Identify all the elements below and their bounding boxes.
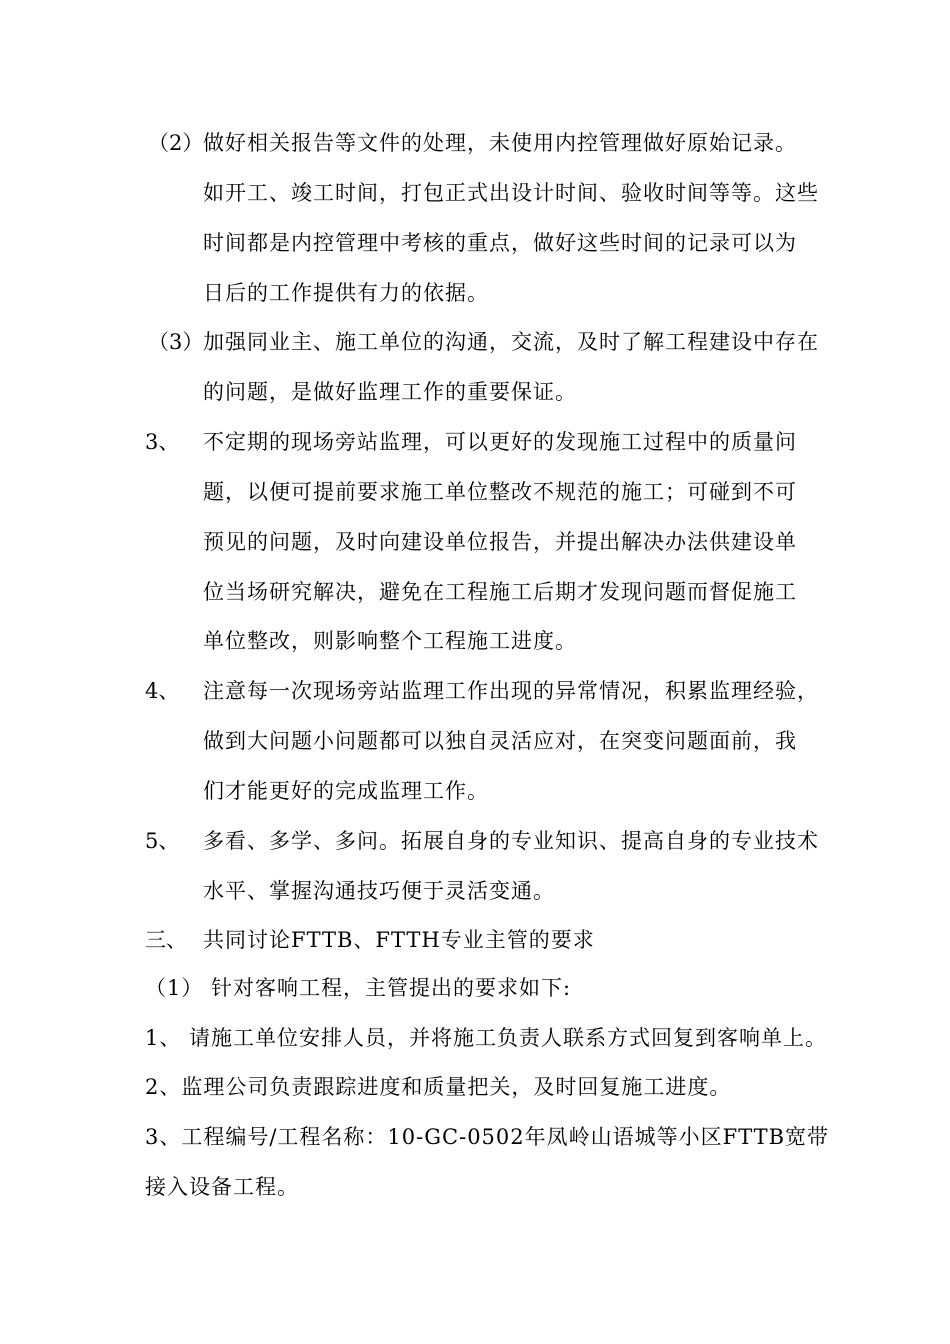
paragraph-line: 做到大问题小问题都可以独自灵活应对，在突变问题面前，我 <box>203 729 797 753</box>
paragraph-line: 做好相关报告等文件的处理，未使用内控管理做好原始记录。 <box>203 131 797 155</box>
requirement-line: 接入设备工程。 <box>145 1175 299 1199</box>
paragraph-line: 预见的问题，及时向建设单位报告，并提出解决办法供建设单 <box>203 530 797 554</box>
item-marker-3-dun: 3、 <box>145 430 180 454</box>
paragraph-line: 多看、多学、多问。拓展自身的专业知识、提高自身的专业技术 <box>203 829 819 853</box>
paragraph-line: 日后的工作提供有力的依据。 <box>203 281 489 305</box>
requirement-line: 1、 请施工单位安排人员，并将施工负责人联系方式回复到客响单上。 <box>145 1026 828 1050</box>
paragraph-line: 单位整改，则影响整个工程施工进度。 <box>203 629 577 653</box>
paragraph-line: 加强同业主、施工单位的沟通，交流，及时了解工程建设中存在 <box>203 330 819 354</box>
paragraph-line: 如开工、竣工时间，打包正式出设计时间、验收时间等等。这些 <box>203 181 819 205</box>
paragraph-line: 题，以便可提前要求施工单位整改不规范的施工；可碰到不可 <box>203 480 797 504</box>
paragraph-line: 时间都是内控管理中考核的重点，做好这些时间的记录可以为 <box>203 231 797 255</box>
subheading: （1） 针对客响工程，主管提出的要求如下: <box>145 976 572 1000</box>
paragraph-line: 们才能更好的完成监理工作。 <box>203 779 489 803</box>
item-marker-5: 5、 <box>145 829 180 853</box>
item-marker-4: 4、 <box>145 679 180 703</box>
paragraph-line: 不定期的现场旁站监理，可以更好的发现施工过程中的质量问 <box>203 430 797 454</box>
item-marker-2: （2） <box>148 131 204 155</box>
paragraph-line: 的问题，是做好监理工作的重要保证。 <box>203 380 577 404</box>
section-heading: 共同讨论FTTB、FTTH专业主管的要求 <box>203 928 595 952</box>
section-marker-3: 三、 <box>145 928 187 952</box>
paragraph-line: 位当场研究解决，避免在工程施工后期才发现问题而督促施工 <box>203 580 797 604</box>
requirement-line: 2、监理公司负责跟踪进度和质量把关，及时回复施工进度。 <box>145 1075 732 1099</box>
item-marker-3: （3） <box>148 330 204 354</box>
paragraph-line: 注意每一次现场旁站监理工作出现的异常情况，积累监理经验， <box>203 679 819 703</box>
requirement-line: 3、工程编号/工程名称：10-GC-0502年凤岭山语城等小区FTTB宽带 <box>145 1125 830 1149</box>
paragraph-line: 水平、掌握沟通技巧便于灵活变通。 <box>203 879 555 903</box>
